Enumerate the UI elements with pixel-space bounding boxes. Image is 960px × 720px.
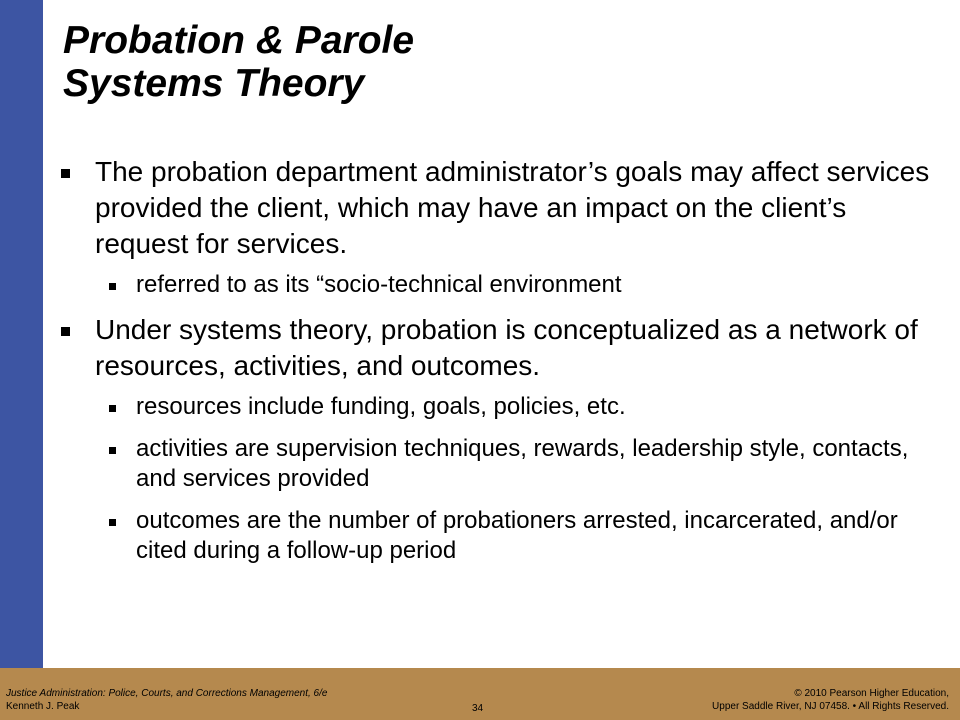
square-bullet-icon bbox=[109, 519, 116, 526]
course-title: Justice Administration: Police, Courts, and Corrections Management, 6/e bbox=[6, 688, 328, 699]
slide-title bbox=[63, 19, 414, 105]
copyright-line-2: Upper Saddle River, NJ 07458. • All Rights Reserved. bbox=[712, 701, 949, 712]
slide-footer bbox=[0, 668, 960, 720]
square-bullet-icon bbox=[61, 327, 70, 336]
bullet-text: The probation department administrator’s goals may affect services provided the client, which may have an impact on the client’s request for services. bbox=[95, 156, 930, 259]
bullet-item bbox=[60, 312, 930, 384]
slide-body bbox=[60, 154, 930, 578]
title-line-1: Probation & Parole bbox=[63, 19, 415, 62]
copyright-notice bbox=[712, 687, 949, 713]
bullet-text: Under systems theory, probation is conceptualized as a network of resources, activities, and outcomes. bbox=[95, 314, 918, 381]
sub-bullet-item bbox=[60, 434, 930, 494]
page-number: 34 bbox=[472, 703, 484, 714]
left-accent-band bbox=[0, 0, 43, 668]
sub-bullet-text: outcomes are the number of probationers arrested, incarcerated, and/or cited during a follow-up period bbox=[136, 507, 898, 564]
sub-bullet-item bbox=[60, 270, 930, 300]
sub-bullet-item bbox=[60, 392, 930, 422]
copyright-line-1: © 2010 Pearson Higher Education, bbox=[794, 688, 949, 699]
square-bullet-icon bbox=[61, 169, 70, 178]
sub-bullet-text: referred to as its “socio-technical environment bbox=[136, 271, 622, 298]
square-bullet-icon bbox=[109, 283, 116, 290]
title-line-2: Systems Theory bbox=[63, 62, 365, 105]
square-bullet-icon bbox=[109, 447, 116, 454]
sub-bullet-text: activities are supervision techniques, rewards, leadership style, contacts, and services provided bbox=[136, 435, 909, 492]
author-name: Kenneth J. Peak bbox=[6, 701, 80, 712]
sub-bullet-item bbox=[60, 506, 930, 566]
bullet-item bbox=[60, 154, 930, 262]
footer-citation bbox=[6, 687, 327, 713]
sub-bullet-text: resources include funding, goals, policies, etc. bbox=[136, 393, 626, 420]
square-bullet-icon bbox=[109, 405, 116, 412]
